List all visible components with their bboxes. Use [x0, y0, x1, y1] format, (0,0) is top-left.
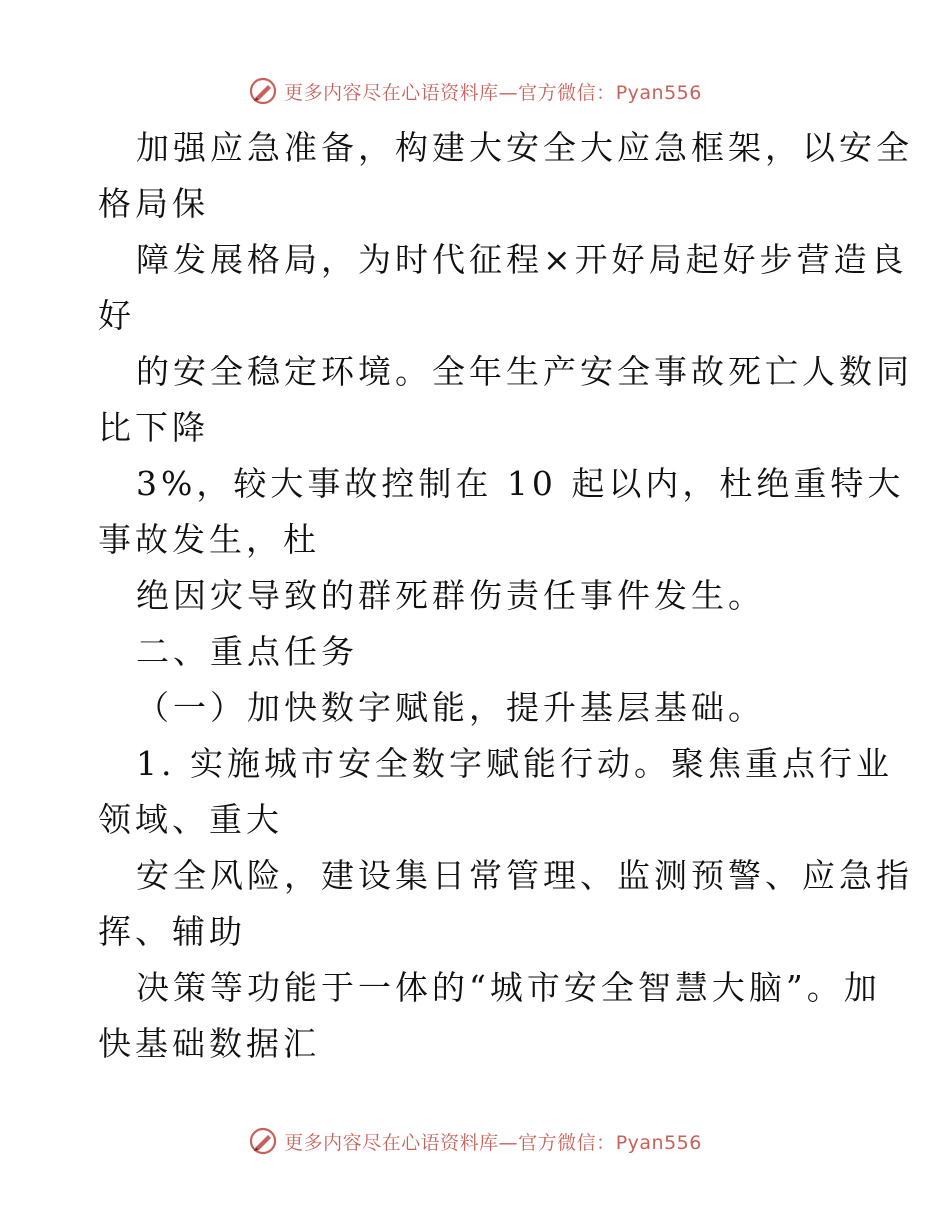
header-banner-text: [284, 78, 702, 105]
body-line: 3%，较大事故控制在 10 起以内，杜绝重特大: [136, 464, 905, 503]
header-dash: —: [498, 81, 519, 104]
section-heading: 二、重点任务: [136, 632, 358, 671]
body-line: 决策等功能于一体的“城市安全智慧大脑”。加: [136, 968, 881, 1007]
footer-wechat-id: Pyan556: [615, 1131, 702, 1154]
body-line: 挥、辅助: [98, 912, 246, 951]
header-site-name: 更多内容尽在心语资料库: [284, 81, 499, 104]
body-line: 比下降: [98, 408, 209, 447]
footer-banner: [0, 1124, 950, 1158]
header-wechat-id: Pyan556: [615, 81, 702, 104]
body-line: 1. 实施城市安全数字赋能行动。聚焦重点行业: [136, 744, 893, 783]
body-line: 好: [98, 296, 135, 335]
pen-logo-icon: [248, 76, 278, 106]
body-line: 格局保: [98, 184, 209, 223]
body-line: 加强应急准备，构建大安全大应急框架，以安全: [136, 128, 913, 167]
body-line: 绝因灾导致的群死群伤责任事件发生。: [136, 576, 765, 615]
body-line: 事故发生，杜: [98, 520, 320, 559]
header-banner: [0, 74, 950, 108]
body-line: 快基础数据汇: [98, 1024, 320, 1063]
body-line: 领域、重大: [98, 800, 283, 839]
pen-logo-icon: [248, 1126, 278, 1156]
footer-dash: —: [498, 1131, 519, 1154]
footer-site-name: 更多内容尽在心语资料库: [284, 1131, 499, 1154]
document-body: [98, 120, 913, 1072]
body-line: 的安全稳定环境。全年生产安全事故死亡人数同: [136, 352, 913, 391]
subsection-heading: （一）加快数字赋能，提升基层基础。: [136, 688, 765, 727]
header-wechat-label: 官方微信：: [518, 81, 616, 104]
footer-banner-text: [284, 1128, 702, 1155]
footer-wechat-label: 官方微信：: [518, 1131, 616, 1154]
body-line: 障发展格局，为时代征程×开好局起好步营造良: [136, 240, 908, 279]
body-line: 安全风险，建设集日常管理、监测预警、应急指: [136, 856, 913, 895]
